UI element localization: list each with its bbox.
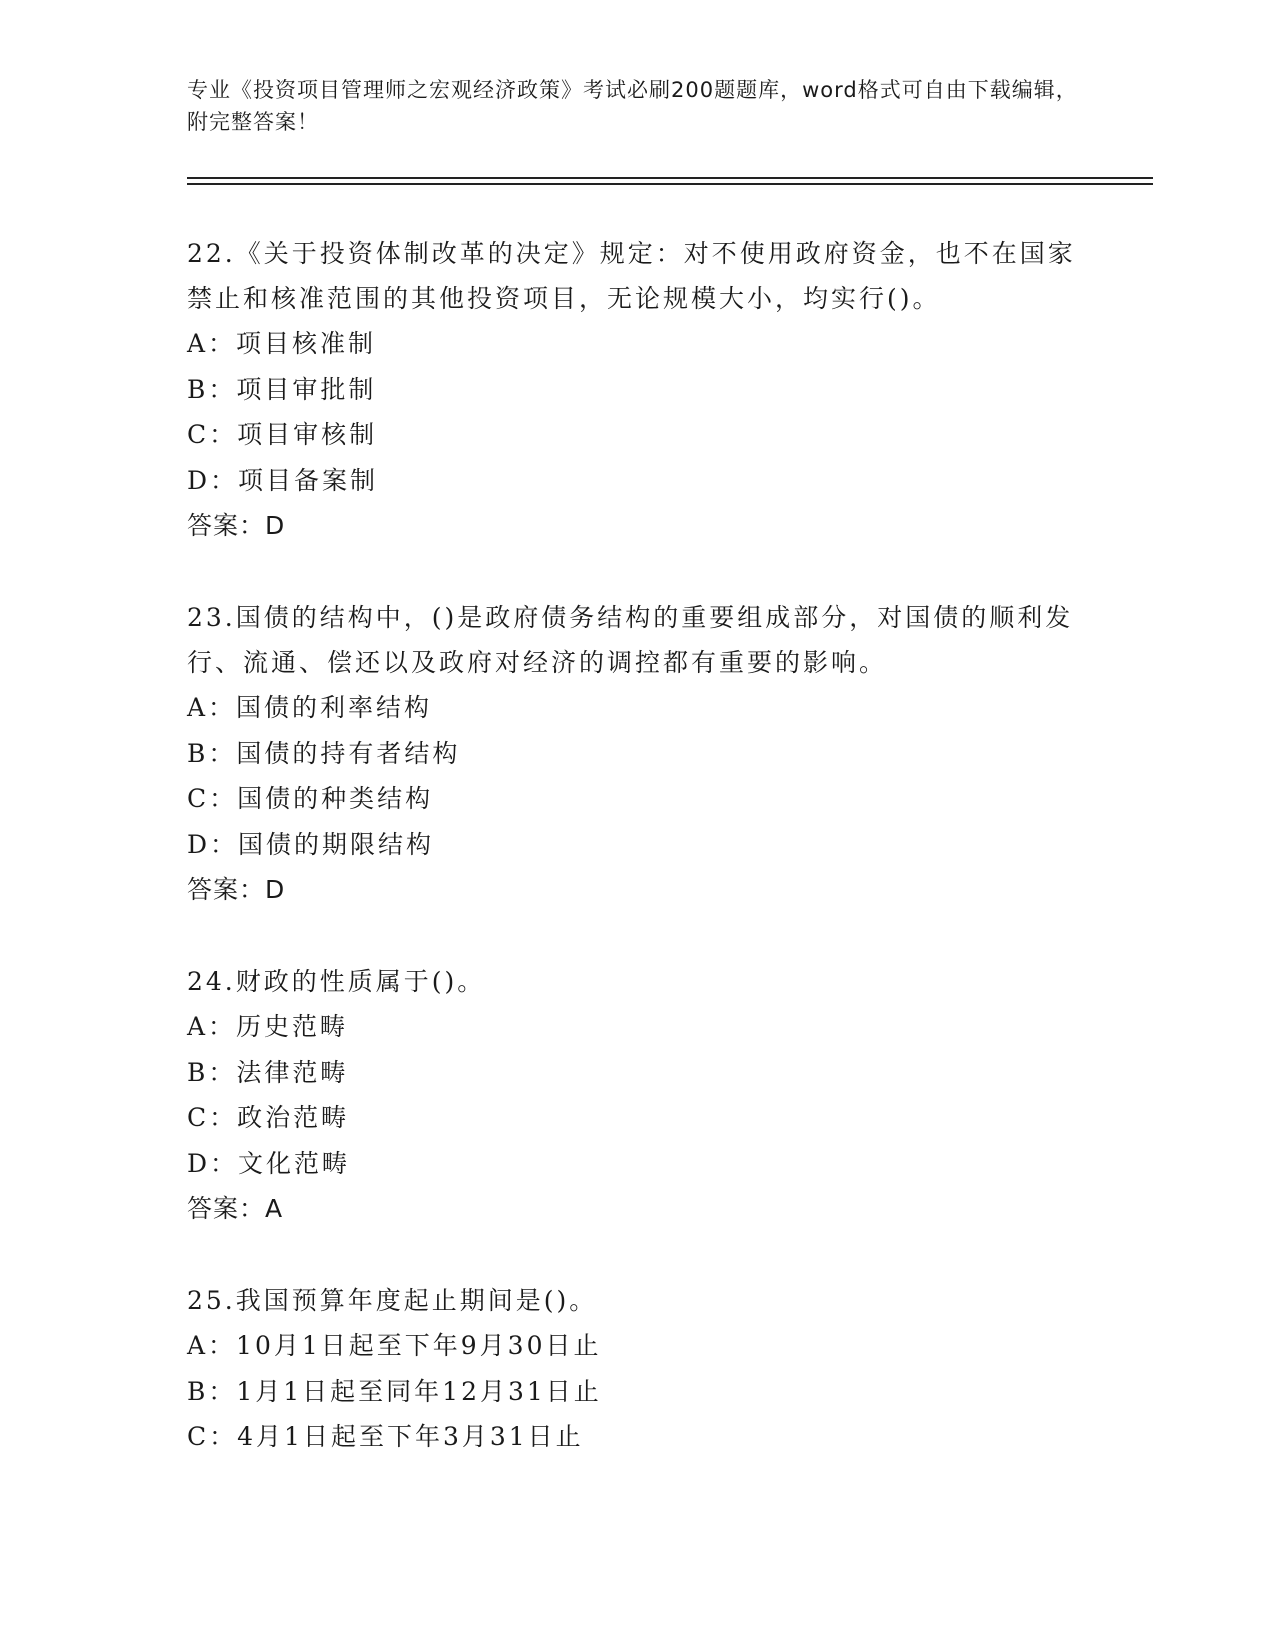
option-c: C：项目审核制 xyxy=(187,420,378,449)
question-list xyxy=(187,231,1087,1460)
question-text: 24.财政的性质属于()。 xyxy=(187,967,486,996)
question-text: 23.国债的结构中，()是政府债务结构的重要组成部分，对国债的顺利发行、流通、偿还以及政府对经济的调控都有重要的影响。 xyxy=(187,603,1074,677)
option-b: B：1月1日起至同年12月31日止 xyxy=(187,1376,602,1406)
option-c: C：4月1日起至下年3月31日止 xyxy=(187,1422,584,1451)
question-text: 25.我国预算年度起止期间是()。 xyxy=(187,1286,598,1315)
option-d: D：国债的期限结构 xyxy=(187,829,435,859)
answer-line: 答案：A xyxy=(187,1194,284,1223)
option-d: D：项目备案制 xyxy=(187,465,379,495)
answer-line: 答案：D xyxy=(187,875,286,904)
question-23 xyxy=(187,595,1087,912)
document-header: 专业《投资项目管理师之宏观经济政策》考试必刷200题题库，word格式可自由下载编辑，附完整答案！ xyxy=(187,78,1078,134)
option-a: A：历史范畴 xyxy=(187,1012,349,1041)
header-divider-bottom xyxy=(187,183,1153,185)
option-c: C：政治范畴 xyxy=(187,1103,350,1132)
header-divider-top xyxy=(187,177,1153,179)
option-a: A：项目核准制 xyxy=(187,329,377,358)
option-b: B：国债的持有者结构 xyxy=(187,738,461,768)
question-22 xyxy=(187,231,1087,548)
question-text: 22.《关于投资体制改革的决定》规定：对不使用政府资金，也不在国家禁止和核准范围的其他投资项目，无论规模大小，均实行()。 xyxy=(187,239,1076,313)
answer-line: 答案：D xyxy=(187,511,286,540)
option-d: D：文化范畴 xyxy=(187,1148,351,1178)
option-b: B：项目审批制 xyxy=(187,374,377,404)
question-24 xyxy=(187,959,1087,1231)
option-b: B：法律范畴 xyxy=(187,1057,349,1087)
question-25 xyxy=(187,1278,1087,1460)
option-a: A：国债的利率结构 xyxy=(187,693,433,722)
option-c: C：国债的种类结构 xyxy=(187,784,434,813)
option-a: A：10月1日起至下年9月30日止 xyxy=(187,1331,602,1360)
